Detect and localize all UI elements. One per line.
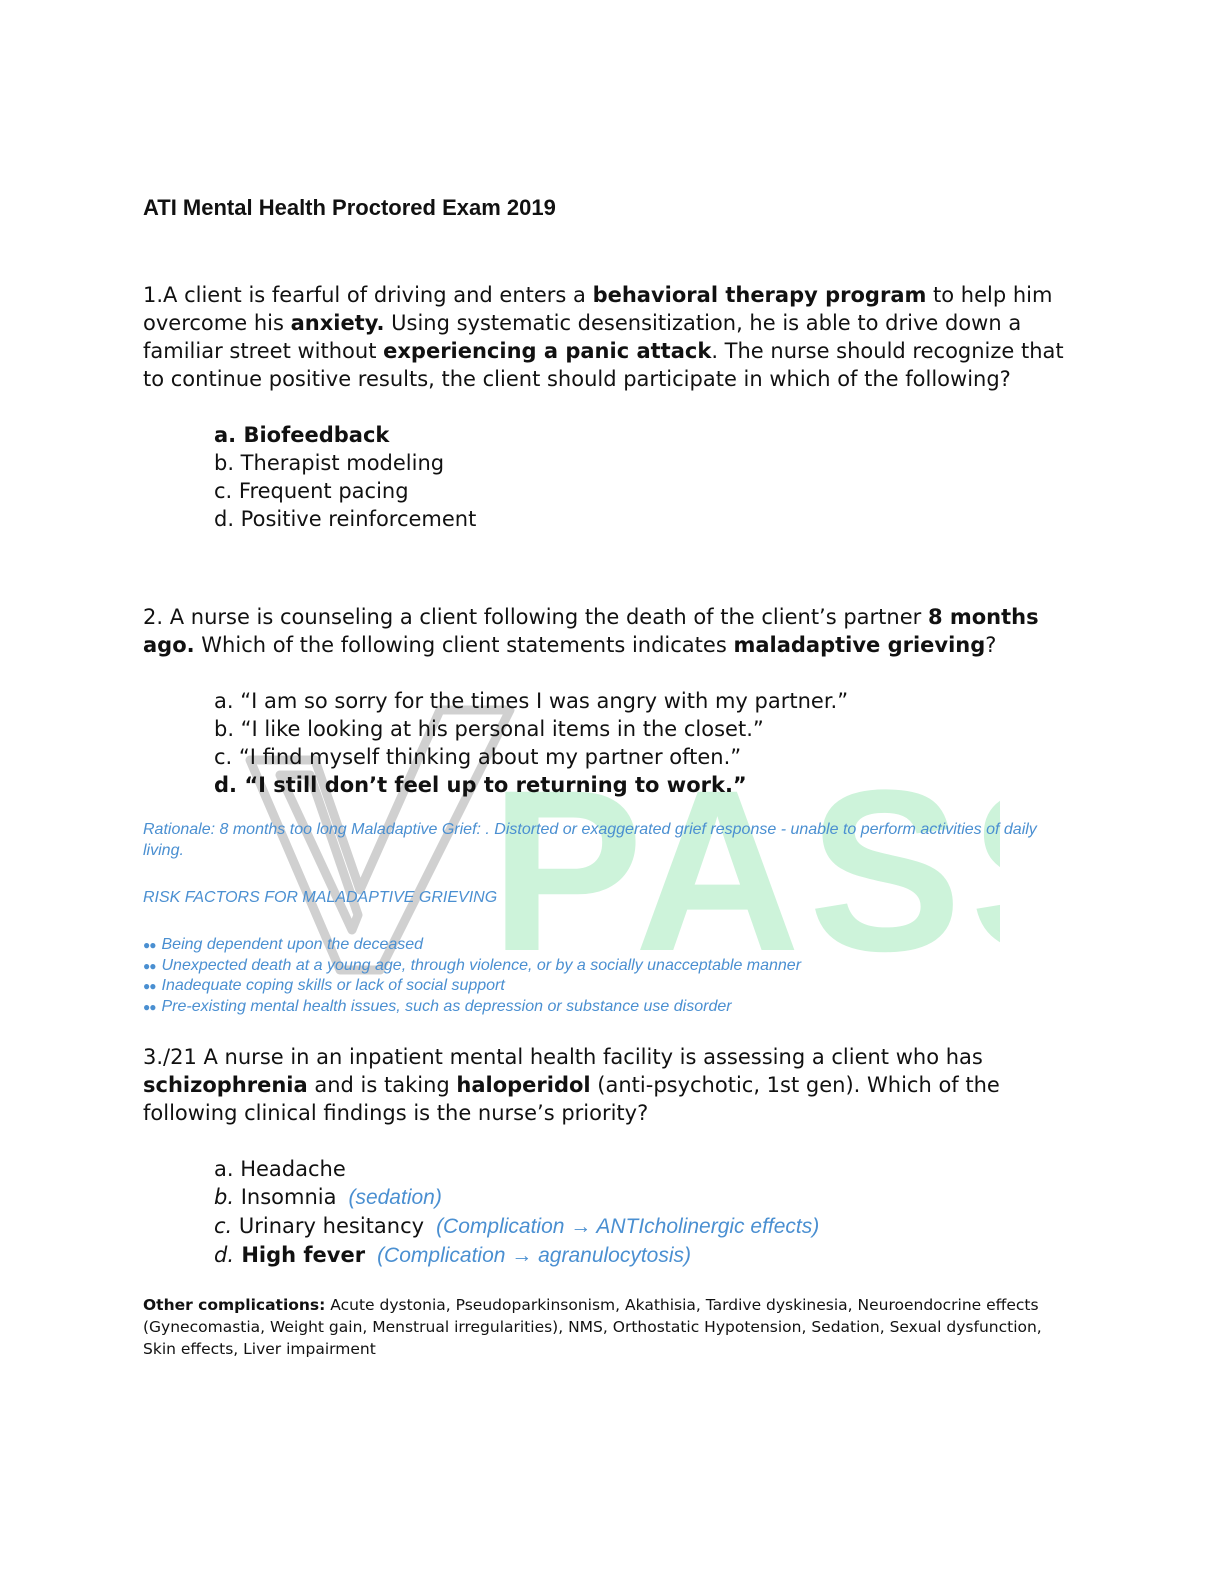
bullet-icon: ●● <box>143 938 156 952</box>
watermark-text: PAS <box>490 742 970 990</box>
option-c: c. “I find myself thinking about my partner often.” <box>214 745 742 769</box>
option-c: c. Frequent pacing <box>214 479 409 503</box>
document-body <box>143 195 1073 1360</box>
list-item: ●● Unexpected death at a young age, through violence, or by a socially unacceptable manner <box>143 956 802 974</box>
list-item: ●● Inadequate coping skills or lack of social support <box>143 977 505 995</box>
annotation: (Complication → ANTIcholinergic effects) <box>436 1215 820 1239</box>
risk-factors-list <box>143 935 1073 1017</box>
bullet-icon: ●● <box>143 958 156 973</box>
page-title: ATI Mental Health Proctored Exam 2019 <box>143 195 556 220</box>
option-b: b. “I like looking at his personal items in the closet.” <box>214 717 764 741</box>
rationale-text: Rationale: 8 months too long Maladaptive Grief: . Distorted or exaggerated grief response - unable to perform activities of daily living. <box>143 821 1037 859</box>
option-a: a. Headache <box>214 1157 346 1182</box>
risk-factors-heading: RISK FACTORS FOR MALADAPTIVE GRIEVING <box>143 889 498 906</box>
question-2-options <box>214 687 1073 799</box>
question-number: 1. <box>143 283 164 307</box>
other-complications: Other complications: Acute dystonia, Pseudoparkinsonism, Akathisia, Tardive dyskinesia, Neuroendocrine effects (Gynecomastia, Weight gain, Menstrual irregularities), NMS, Orthostatic Hypotension, Sedation, Sexual dysfunction, Skin effects, Liver impairment <box>143 1296 1042 1359</box>
question-1-options <box>214 421 1073 533</box>
option-b: b. Therapist modeling <box>214 451 445 475</box>
option-b: b. Insomnia (sedation) <box>214 1185 442 1210</box>
question-1: 1.A client is fearful of driving and enters a behavioral therapy program to help him overcome his anxiety. Using systematic desensitization, he is able to drive down a familiar street without experiencing a panic attack. The nurse should recognize that to continue positive results, the client should participate in which of the following? <box>143 283 1064 391</box>
question-3-options <box>214 1155 1073 1270</box>
option-d: d. Positive reinforcement <box>214 507 477 531</box>
question-2: 2. A nurse is counseling a client following the death of the client’s partner 8 months ago. Which of the following client statements indicates maladaptive grieving? <box>143 605 1039 657</box>
question-number: 3./21 <box>143 1045 197 1070</box>
annotation: (sedation) <box>348 1186 442 1210</box>
option-a: a. “I am so sorry for the times I was angry with my partner.” <box>214 689 849 713</box>
question-3: 3./21 A nurse in an inpatient mental health facility is assessing a client who has schizophrenia and is taking haloperidol (anti-psychotic, 1st gen). Which of the following clinical findings is the nurse’s priority? <box>143 1045 1000 1126</box>
list-item: ●● Being dependent upon the deceased <box>143 936 424 953</box>
option-a: a. Biofeedback <box>214 423 390 447</box>
option-d: d. High fever (Complication → agranulocytosis) <box>214 1243 692 1268</box>
annotation: (Complication → agranulocytosis) <box>377 1244 692 1268</box>
bullet-icon: ●● <box>143 979 156 994</box>
question-number: 2. <box>143 605 164 629</box>
option-d: d. “I still don’t feel up to returning to work.” <box>214 773 747 797</box>
list-item: ●● Pre-existing mental health issues, such as depression or substance use disorder <box>143 997 732 1015</box>
option-c: c. Urinary hesitancy (Complication → ANTIcholinergic effects) <box>214 1214 820 1239</box>
bullet-icon: ●● <box>143 999 156 1014</box>
